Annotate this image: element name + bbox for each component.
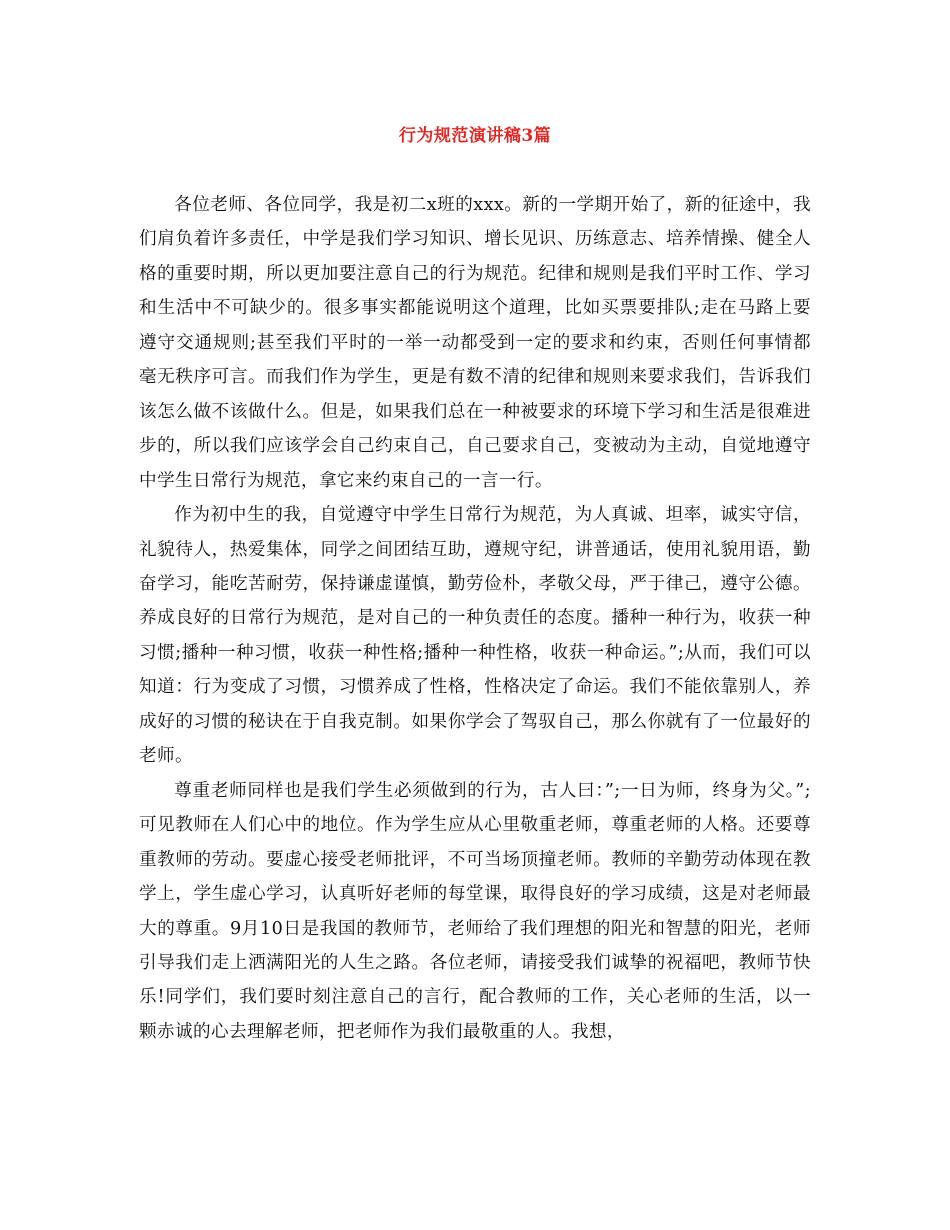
paragraph-3: 尊重老师同样也是我们学生必须做到的行为，古人曰：”;一日为师，终身为父。”;可见教师在人们心中的地位。作为学生应从心里敬重老师，尊重老师的人格。还要尊重教师的劳动。要虚心接受老师批评，不可当场顶撞老师。教师的辛勤劳动体现在教学上，学生虚心学习，认真听好老师的每堂课，取得良好的学习成绩，这是对老师最大的尊重。9月10日是我国的教师节，老师给了我们理想的阳光和智慧的阳光，老师引导我们走上洒满阳光的人生之路。各位老师，请接受我们诚挚的祝福吧，教师节快乐!同学们，我们要时刻注意自己的言行，配合教师的工作，关心老师的生活，以一颗赤诚的心去理解老师，把老师作为我们最敬重的人。我想， (139, 780, 811, 1042)
paragraph-1: 各位老师、各位同学，我是初二x班的xxx。新的一学期开始了，新的征途中，我们肩负着许多责任，中学是我们学习知识、增长见识、历练意志、培养情操、健全人格的重要时期，所以更加要注意自己的行为规范。纪律和规则是我们平时工作、学习和生活中不可缺少的。很多事实都能说明这个道理，比如买票要排队;走在马路上要遵守交通规则;甚至我们平时的一举一动都受到一定的要求和约束，否则任何事情都毫无秩序可言。而我们作为学生，更是有数不清的纪律和规则来要求我们，告诉我们该怎么做不该做什么。但是，如果我们总在一种被要求的环境下学习和生活是很难进步的，所以我们应该学会自己约束自己，自己要求自己，变被动为主动，自觉地遵守中学生日常行为规范，拿它来约束自己的一言一行。 (139, 195, 811, 491)
document-body (139, 188, 811, 1049)
document-title: 行为规范演讲稿3篇 (398, 126, 552, 146)
paragraph-2: 作为初中生的我，自觉遵守中学生日常行为规范，为人真诚、坦率，诚实守信，礼貌待人，热爱集体，同学之间团结互助，遵规守纪，讲普通话，使用礼貌用语，勤奋学习，能吃苦耐劳，保持谦虚谨慎，勤劳俭朴，孝敬父母，严于律己，遵守公德。养成良好的日常行为规范，是对自己的一种负责任的态度。播种一种行为，收获一种习惯;播种一种习惯，收获一种性格;播种一种性格，收获一种命运。”;从而，我们可以知道：行为变成了习惯，习惯养成了性格，性格决定了命运。我们不能依靠别人，养成好的习惯的秘诀在于自我克制。如果你学会了驾驭自己，那么你就有了一位最好的老师。 (139, 505, 811, 767)
